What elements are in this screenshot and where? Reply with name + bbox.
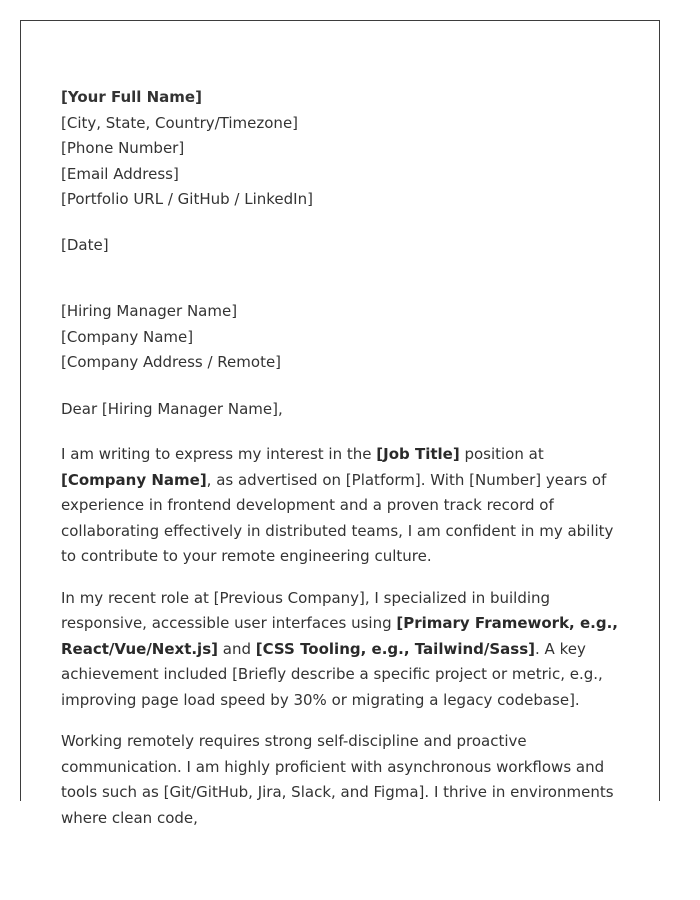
letter-content xyxy=(61,85,627,831)
framework-placeholder: [Primary Framework, e.g., React/Vue/Next.js] xyxy=(61,614,618,658)
para1-text-3: , as advertised on [Platform]. With [Number] years of experience in frontend development and a proven track record of collaborating effectively in distributed teams, I am confident in my ability to contribute to your remote engineering culture. xyxy=(61,470,614,565)
company-name-placeholder: [Company Name] xyxy=(61,470,207,489)
sender-location: [City, State, Country/Timezone] xyxy=(61,113,299,132)
paragraph-remote xyxy=(61,729,627,831)
para1-text-2: position at xyxy=(459,445,544,463)
sender-block xyxy=(61,85,627,213)
sender-email: [Email Address] xyxy=(61,164,179,183)
css-tooling-placeholder: [CSS Tooling, e.g., Tailwind/Sass] xyxy=(255,639,535,658)
letter-page xyxy=(20,20,660,827)
para2-text-3: . A key achievement included [Briefly describe a specific project or metric, e.g., improving page load speed by 30% or migrating a legacy codebase]. xyxy=(61,639,603,709)
paragraph-intro xyxy=(61,442,627,570)
para3-text-1: Working remotely requires strong self-discipline and proactive communication. I am highly proficient with asynchronous workflows and tools such as [Git/GitHub, Jira, Slack, and Figma]. I thrive in environments where clean code, xyxy=(61,732,614,827)
recipient-company: [Company Name] xyxy=(61,327,194,346)
recipient-address: [Company Address / Remote] xyxy=(61,353,282,371)
para2-text-2: and xyxy=(218,639,256,658)
job-title-placeholder: [Job Title] xyxy=(376,445,460,463)
letter-date: [Date] xyxy=(61,235,109,254)
para2-text-1: In my recent role at [Previous Company], I specialized in building responsive, accessible user interfaces using xyxy=(61,588,551,632)
sender-name: [Your Full Name] xyxy=(61,88,202,106)
sender-phone: [Phone Number] xyxy=(61,139,185,157)
sender-portfolio: [Portfolio URL / GitHub / LinkedIn] xyxy=(61,190,313,208)
salutation: Dear [Hiring Manager Name], xyxy=(61,399,283,418)
recipient-block xyxy=(61,299,627,376)
recipient-manager: [Hiring Manager Name] xyxy=(61,302,238,320)
para1-text-1: I am writing to express my interest in the xyxy=(61,445,377,463)
paragraph-experience xyxy=(61,586,627,714)
